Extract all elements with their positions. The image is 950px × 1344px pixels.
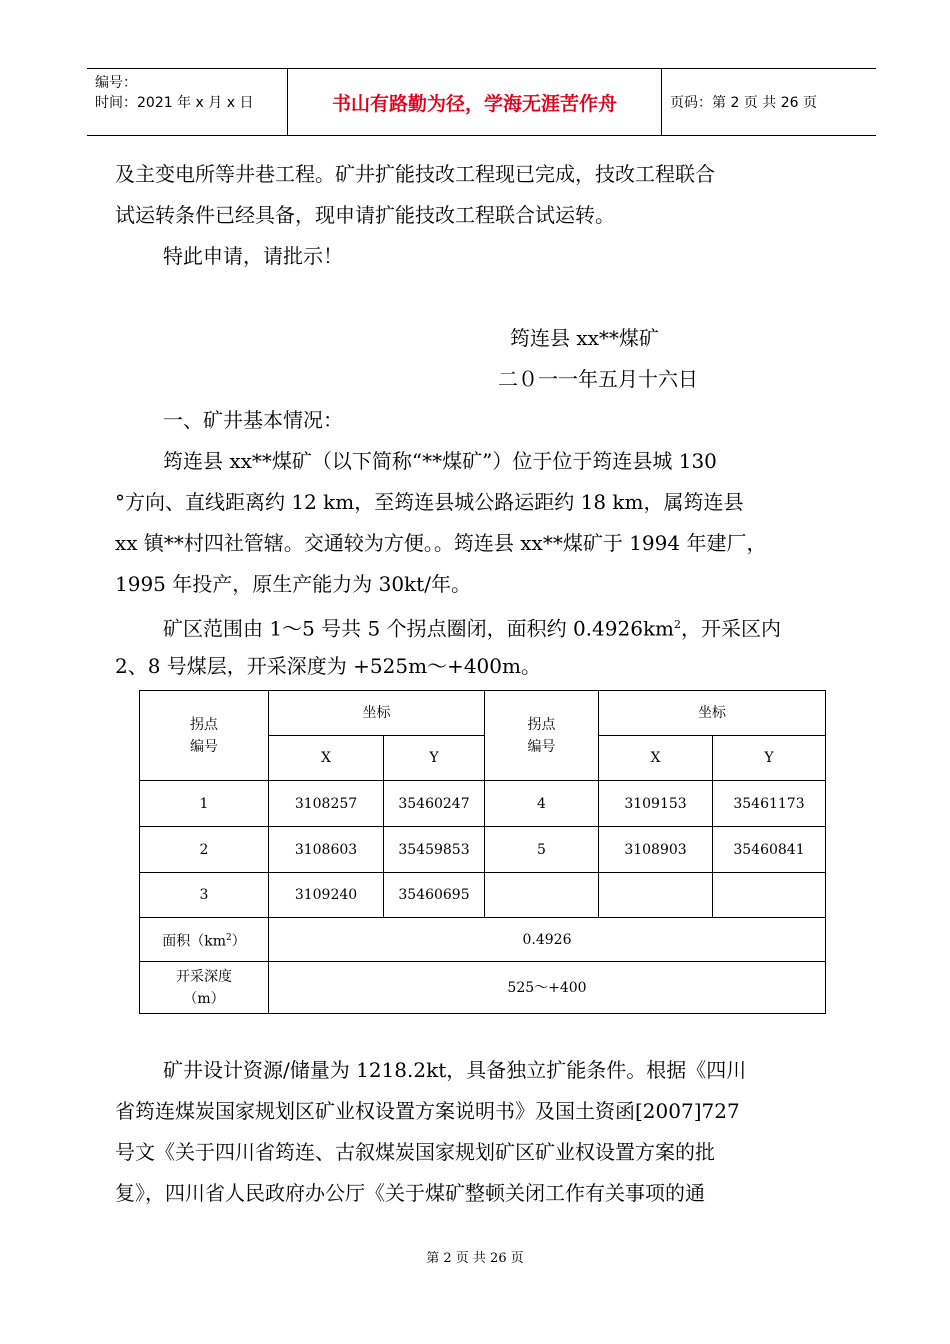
table-cell bbox=[599, 873, 713, 918]
depth-value: 525～+400 bbox=[269, 962, 826, 1014]
header-text: 拐点 bbox=[190, 716, 218, 733]
body-line: xx 镇**村四社管辖。交通较为方便。。筠连县 xx**煤矿于 1994 年建厂， bbox=[115, 531, 767, 555]
body-line: 复》，四川省人民政府办公厅《关于煤矿整顿关闭工作有关事项的通 bbox=[115, 1181, 705, 1205]
table-cell: 35460247 bbox=[384, 781, 485, 827]
table-row bbox=[140, 781, 826, 827]
area-value: 0.4926 bbox=[269, 918, 826, 962]
table-cell bbox=[713, 873, 826, 918]
table-cell bbox=[485, 873, 599, 918]
body-line: 号文《关于四川省筠连、古叙煤炭国家规划矿区矿业权设置方案的批 bbox=[115, 1140, 715, 1164]
header-meta bbox=[87, 69, 288, 135]
label-fragment: ） bbox=[231, 933, 246, 950]
text-fragment: 矿区范围由 1～5 号共 5 个拐点圈闭，面积约 0.4926km bbox=[163, 616, 675, 641]
body-line: 2、8 号煤层，开采深度为 +525m～+400m。 bbox=[115, 654, 541, 678]
table-row bbox=[140, 827, 826, 873]
body-line: 省筠连煤炭国家规划区矿业权设置方案说明书》及国土资函[2007]727 bbox=[115, 1099, 740, 1123]
header-point-number bbox=[485, 691, 599, 781]
depth-label bbox=[140, 962, 269, 1014]
label-text: 开采深度 bbox=[176, 968, 232, 985]
page-footer: 第 2 页 共 26 页 bbox=[426, 1251, 524, 1266]
label-text: （m） bbox=[183, 990, 225, 1007]
page-header bbox=[87, 68, 876, 136]
header-x: X bbox=[269, 736, 384, 781]
header-y: Y bbox=[713, 736, 826, 781]
area-label bbox=[140, 918, 269, 962]
superscript: 2 bbox=[226, 932, 232, 943]
table-cell: 3108903 bbox=[599, 827, 713, 873]
table-header-row bbox=[140, 691, 826, 736]
table-cell: 4 bbox=[485, 781, 599, 827]
table-cell: 3 bbox=[140, 873, 269, 918]
table-cell: 35459853 bbox=[384, 827, 485, 873]
table-row bbox=[140, 873, 826, 918]
section-heading: 一、矿井基本情况： bbox=[163, 408, 343, 432]
table-row-area bbox=[140, 918, 826, 962]
header-text: 编号 bbox=[190, 738, 218, 755]
header-coordinates: 坐标 bbox=[269, 691, 485, 736]
table-cell: 35460841 bbox=[713, 827, 826, 873]
header-x: X bbox=[599, 736, 713, 781]
table-cell: 35460695 bbox=[384, 873, 485, 918]
body-line: 试运转条件已经具备，现申请扩能技改工程联合试运转。 bbox=[115, 203, 615, 227]
body-line: 矿井设计资源/储量为 1218.2kt，具备独立扩能条件。根据《四川 bbox=[163, 1058, 747, 1082]
request-closing: 特此申请，请批示！ bbox=[163, 244, 343, 268]
table-cell: 2 bbox=[140, 827, 269, 873]
text-fragment: ，开采区内 bbox=[681, 616, 782, 641]
table-cell: 5 bbox=[485, 827, 599, 873]
header-text: 编号 bbox=[527, 738, 556, 755]
body-line bbox=[163, 613, 781, 641]
signature: 筠连县 xx**煤矿 bbox=[510, 326, 659, 350]
table-cell: 3108257 bbox=[269, 781, 384, 827]
table-cell: 1 bbox=[140, 781, 269, 827]
body-line: 及主变电所等井巷工程。矿井扩能技改工程现已完成，技改工程联合 bbox=[115, 162, 715, 186]
coordinates-table bbox=[139, 690, 826, 1014]
table-cell: 3108603 bbox=[269, 827, 384, 873]
document-number: 编号： bbox=[95, 75, 137, 91]
header-page-info: 页码：第 2 页 共 26 页 bbox=[670, 95, 817, 111]
table-cell: 3109240 bbox=[269, 873, 384, 918]
header-motto: 书山有路勤为径，学海无涯苦作舟 bbox=[288, 69, 662, 135]
document-time: 时间：2021 年 x 月 x 日 bbox=[95, 95, 254, 111]
table-cell: 3109153 bbox=[599, 781, 713, 827]
header-point-number bbox=[140, 691, 269, 781]
header-text: 拐点 bbox=[527, 716, 556, 733]
body-line: 1995 年投产，原生产能力为 30kt/年。 bbox=[115, 572, 471, 596]
header-coordinates: 坐标 bbox=[599, 691, 826, 736]
body-line: °方向、直线距离约 12 km，至筠连县城公路运距约 18 km，属筠连县 bbox=[115, 490, 744, 514]
signature-date: 二０一一年五月十六日 bbox=[498, 367, 698, 391]
superscript: 2 bbox=[674, 618, 682, 631]
header-y: Y bbox=[384, 736, 485, 781]
table-row-depth bbox=[140, 962, 826, 1014]
table-cell: 35461173 bbox=[713, 781, 826, 827]
label-fragment: 面积（km bbox=[162, 933, 227, 950]
body-line: 筠连县 xx**煤矿（以下简称“**煤矿”）位于位于筠连县城 130 bbox=[163, 449, 717, 473]
